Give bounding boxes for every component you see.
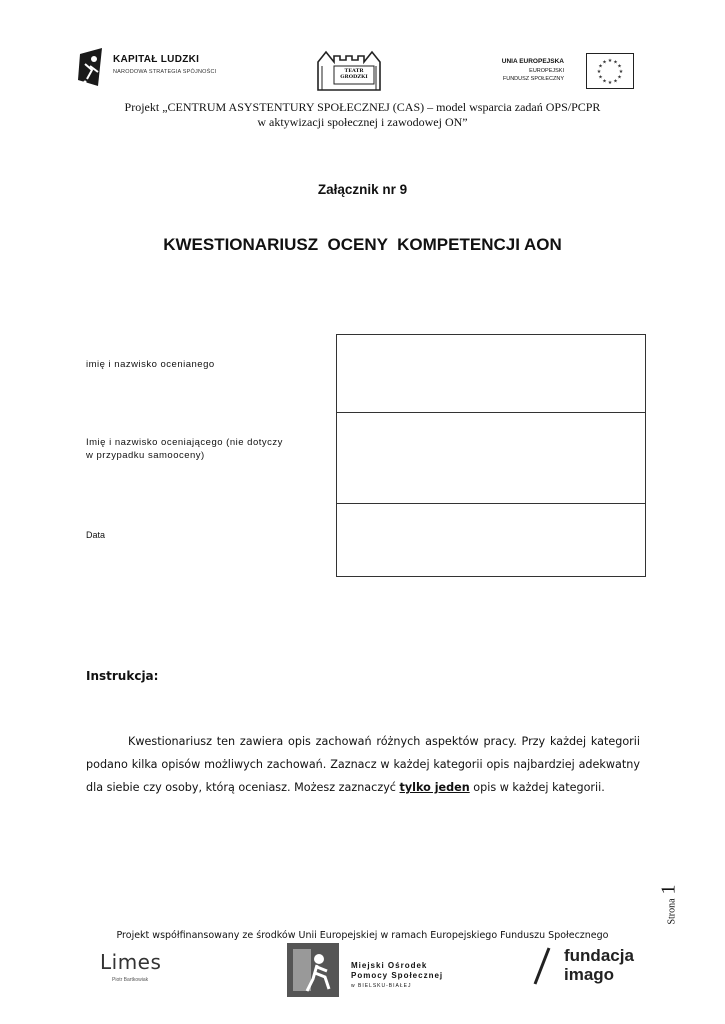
svg-text:★: ★ (607, 58, 613, 64)
evaluated-name-label: imię i nazwisko ocenianego (86, 359, 215, 370)
svg-text:★: ★ (613, 59, 618, 66)
limes-sub: Piotr Bartkowiak (112, 977, 149, 983)
svg-text:★: ★ (618, 69, 624, 75)
form-table (336, 334, 646, 577)
mops-line3: w BIELSKU-BIAŁEJ (351, 983, 412, 989)
page-word: Strona (666, 898, 678, 925)
svg-text:★: ★ (607, 80, 613, 86)
imago-line2: imago (564, 965, 615, 984)
instructions-emphasis: tylko jeden (399, 781, 470, 794)
eu-flag-icon (586, 53, 634, 89)
svg-text:★: ★ (602, 78, 607, 85)
mops-person-icon (287, 943, 339, 997)
evaluator-name-label: Imię i nazwisko oceniającego (nie dotyczy w przypadku samooceny) (86, 437, 283, 461)
kapital-ludzki-subtitle: NARODOWA STRATEGIA SPÓJNOŚCI (113, 69, 217, 75)
evaluator-name-field[interactable] (337, 413, 645, 504)
kapital-ludzki-title: KAPITAŁ LUDZKI (113, 54, 200, 65)
slash-icon (532, 946, 552, 986)
svg-text:★: ★ (598, 74, 603, 81)
date-label: Data (86, 530, 106, 540)
eu-logo (500, 53, 640, 93)
kapital-ludzki-icon (76, 46, 106, 88)
evaluated-name-field[interactable] (337, 335, 645, 413)
limes-name: Limes (100, 950, 162, 974)
imago-line1: fundacja (564, 946, 634, 965)
eu-line1: UNIA EUROPEJSKA (501, 58, 564, 65)
svg-text:★: ★ (613, 78, 618, 85)
svg-text:★: ★ (617, 74, 622, 81)
svg-text:★: ★ (598, 63, 603, 70)
eu-line2: EUROPEJSKI (529, 68, 564, 74)
instructions-heading: Instrukcja: (86, 669, 159, 683)
project-header-line1: Projekt „CENTRUM ASYSTENTURY SPOŁECZNEJ (CAS) – model wsparcia zadań OPS/PCPR (124, 100, 601, 114)
project-header (60, 100, 665, 130)
mops-line1: Miejski Ośrodek (351, 961, 428, 970)
footer-text: Projekt współfinansowany ze środków Unii Europejskiej w ramach Europejskiego Funduszu Społecznego (116, 930, 609, 941)
teatr-grodzki-logo (314, 44, 394, 92)
project-header-line2: w aktywizacji społecznej i zawodowej ON” (257, 115, 468, 129)
page-number (657, 875, 694, 935)
mops-logo (287, 943, 444, 997)
limes-logo (100, 950, 180, 990)
document-title: KWESTIONARIUSZ OCENY KOMPETENCJI AON (163, 235, 562, 254)
svg-text:★: ★ (602, 59, 607, 66)
date-field[interactable] (337, 504, 645, 576)
kapital-ludzki-logo (76, 46, 226, 90)
page-number-value: 1 (657, 884, 680, 895)
fundacja-imago-logo (528, 942, 648, 992)
annex-label: Załącznik nr 9 (317, 182, 408, 197)
eu-line3: FUNDUSZ SPOŁECZNY (502, 76, 564, 82)
mops-line2: Pomocy Społecznej (351, 971, 444, 980)
svg-text:★: ★ (617, 63, 622, 70)
teatr-grodzki-text: TEATR GRODZKI (340, 68, 368, 80)
instructions-text: Kwestionariusz ten zawiera opis zachowań różnych aspektów pracy. Przy każdej kategorii podano kilka opisów możliwych zachowań. Zaznacz w każdej kategorii opis najbardziej adekwatny dla siebie czy osoby, którą oceniasz. Możesz zaznaczyć tylko jeden opis w każdej kategorii. (86, 735, 640, 794)
svg-text:★: ★ (596, 69, 602, 75)
